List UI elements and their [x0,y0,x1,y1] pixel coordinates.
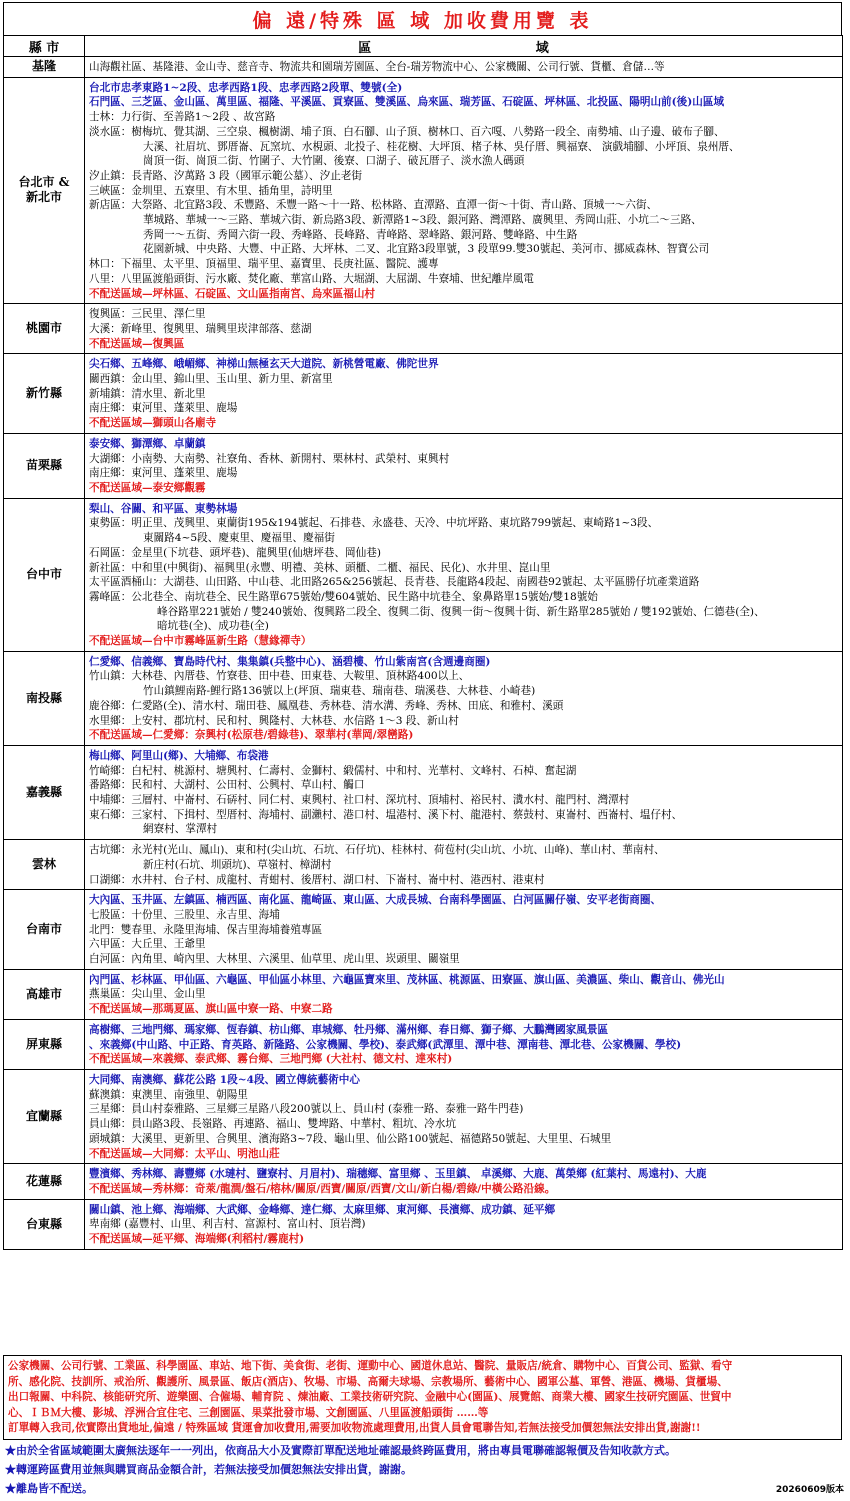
area-line: 三星鄉：員山村泰雅路、三星鄉三星路八段200號以上、員山村 (泰雅一路、泰雅一路牛門巷) [89,1103,524,1116]
no-delivery-line: 不配送區域—大同鄉：太平山、明池山莊 [89,1147,280,1160]
fee-table [3,35,843,1250]
table-row [4,1070,843,1164]
county-cell: 苗栗縣 [4,433,85,498]
area-cell [85,651,843,745]
table-row [4,745,843,839]
area-line: 鹿谷鄉：仁愛路(全)、清水村、瑞田巷、鳳凰巷、秀林巷、清水溝、秀峰、秀林、田底、和雅村、溪頭 [89,699,564,712]
area-line: 竹山鎮：大林巷、內厝巷、竹寮巷、田中巷、田東巷、大鞍里、頂林路400以上、 [89,670,470,683]
special-line: 公家機關、公司行號、工業區、科學園區、車站、地下街、美食街、老街、運動中心、國道休息站、醫院、量販店/統倉、購物中心、百貨公司、監獄、看守 [8,1360,733,1372]
header-county: 縣 市 [4,36,85,57]
county-cell: 南投縣 [4,651,85,745]
area-line: 大溪、社眉坑、鄧厝崙、瓦窯坑、水梘頭、北投子、桂花樹、大坪頂、楮子林、吳仔厝、興福寮、 演戲埔腳、小坪頂、泉州厝、 [143,140,740,153]
county-cell: 基隆 [4,57,85,78]
note-line: ★由於全省區域範圍太廣無法逐年一一列出，依商品大小及實際訂單配送地址確認最終跨區費用，將由專員電聯確認報價及告知收款方式。 [5,1444,676,1457]
county-cell: 台北市 & 新北市 [4,77,85,304]
table-header-row [4,36,843,57]
area-line: 口湖鄉：水井村、台子村、成龍村、青蚶村、後厝村、湖口村、下崙村、崙中村、港西村、港東村 [89,873,545,886]
county-cell: 新竹縣 [4,354,85,434]
area-line: 竹崎鄉：白杞村、桃源村、塘興村、仁壽村、金獅村、緞儒村、中和村、光華村、文峰村、石棹、奮起湖 [89,764,577,777]
table-row [4,77,843,304]
area-line: 大湖鄉：小南勢、大南勢、社寮角、香林、新開村、栗林村、武榮村、東興村 [89,452,450,465]
table-row [4,890,843,970]
table-row [4,1199,843,1249]
area-line: 水里鄉：上安村、郡坑村、民和村、興隆村、大林巷、水信路 1～3 段、新山村 [89,714,459,727]
area-cell [85,57,843,78]
no-delivery-line: 不配送區域—秀林鄉：奇萊/龍澗/盤石/榕林/關原/西寶/關原/西寶/文山/新白楊/碧綠/中橫公路沿線。 [89,1182,556,1195]
area-line: 暗坑巷(全)、成功巷(全) [157,620,269,633]
area-line: 高樹鄉、三地門鄉、瑪家鄉、恆春鎮、枋山鄉、車城鄉、牡丹鄉、滿州鄉、春日鄉、獅子鄉、大鵬灣國家風景區 [89,1023,609,1036]
area-line: 新社區：中和里(中興街)、福興里(永豐、明禮、美林、頭櫃、二櫃、福民、民化)、水井里、崑山里 [89,561,551,574]
special-line: 出口報關、中科院、核能研究所、遊樂園、合僱場、輔育院 、煉油廠、工業技術研究院、金融中心(園區)、展覽館、商業大樓、國家生技研究園區、世貿中 [8,1391,732,1404]
area-cell [85,969,843,1019]
county-cell: 台中市 [4,498,85,651]
note-line: ★轉運跨區費用並無與購買商品金額合計，若無法接受加價恕無法安排出貨，謝謝。 [5,1463,412,1476]
table-row [4,651,843,745]
area-cell [85,840,843,890]
area-line: 網寮村、掌潭村 [143,823,218,836]
area-cell [85,1019,843,1069]
area-line: 花園新城、中央路、大豐、中正路、大坪林、二叉、北宜路3段單號，3 段單99.雙30號起、美河市、挪威森林、智寶公司 [143,243,710,256]
area-cell [85,498,843,651]
area-line: 內門區、杉林區、甲仙區、六龜區、甲仙區小林里、六龜區寶來里、茂林區、桃源區、田寮區、旗山區、美濃區、柴山、觀音山、佛光山 [89,973,725,986]
county-cell: 台東縣 [4,1199,85,1249]
county-cell: 台南市 [4,890,85,970]
area-cell [85,1070,843,1164]
no-delivery-line: 不配送區域—來義鄉、泰武鄉、霧台鄉、三地門鄉 (大社村、德文村、達來村) [89,1053,453,1066]
area-line: 新庄村(石坑、圳頭坑)、草嶺村、樟湖村 [143,858,332,871]
area-line: 白河區：內角里、崎內里、大林里、六溪里、仙草里、虎山里、崁頭里、關嶺里 [89,953,460,966]
area-line: 東石鄉：三家村、下揖村、型厝村、海埔村、副瀨村、港口村、塭港村、溪下村、龍港村、蔡鼓村、東崙村、西崙村、塭仔村、 [89,808,683,821]
area-line: 霧峰區：公北巷全、南坑巷全、民生路單675號始/雙604號始、民生路中坑巷全、象鼻路單15號始/雙18號始 [89,590,598,603]
county-cell: 雲林 [4,840,85,890]
area-line: 豐濱鄉、秀林鄉、壽豐鄉 (水璉村、鹽寮村、月眉村)、瑞穗鄉、富里鄉 、玉里鎮、 卓溪鄉、大鹿、萬榮鄉 (紅葉村、馬遠村)、大鹿 [89,1168,707,1181]
area-line: 蘇澳鎮：東澳里、南強里、朝陽里 [89,1088,248,1101]
area-cell [85,890,843,970]
area-line: 仁愛鄉、信義鄉、寶島時代村、集集鎮(兵整中心)、涵碧樓、竹山紫南宮(含週邊商圈) [89,655,491,668]
area-line: 林口：下福里、太平里、頂福里、瑞平里、嘉寶里、長庚社區、醫院、護專 [89,258,439,271]
no-delivery-line: 不配送區域—台中市霧峰區新生路（慧緣禪寺） [89,635,312,648]
area-line: 士林：力行街、至善路1～2段 、故宮路 [89,111,276,124]
area-line: 台北市忠孝東路1~2段、忠孝西路1段、忠孝西路2段單、雙號(全) [89,81,403,94]
area-cell [85,304,843,354]
special-locations-box [3,1355,842,1440]
area-line: 南庄鄉：東河里、蓬萊里、鹿場 [89,467,238,480]
table-row [4,498,843,651]
area-cell [85,433,843,498]
area-line: 太平區酒桶山：大湖巷、山田路、中山巷、北田路265&256號起、長青巷、長龍路4段起、南國巷92號起、太平區勝仔坑產業道路 [89,576,700,589]
area-line: 頭城鎮：大溪里、更新里、合興里、濱海路3~7段、龜山里、仙公路100號起、福德路50號起、大里里、石城里 [89,1132,612,1145]
special-line: 所、感化院、技訓所、戒治所、觀護所、風景區、飯店(酒店)、牧場、市場、高爾夫球場、宗教場所、藝術中心、國軍公墓、軍營、港區、機場、貨櫃場、 [8,1375,728,1388]
county-cell: 花蓮縣 [4,1164,85,1199]
area-line: 北門：雙春里、永隆里海埔、保吉里海埔養殖專區 [89,923,323,936]
area-line: 新店區：大祭路、北宜路3段、禾豐路、禾豐一路～十一路、松林路、直潭路、直潭一街～十街、青山路、頂城一～六街、 [89,199,658,212]
area-line: 南庄鄉：東河里、蓬萊里、鹿場 [89,402,238,415]
area-line: 關西鎮：金山里、錦山里、玉山里、新力里、新富里 [89,373,333,386]
area-line: 大同鄉、南澳鄉、蘇花公路 1段~4段、國立傳統藝術中心 [89,1074,360,1086]
area-line: 中埔鄉：三層村、中崙村、石硦村、同仁村、東興村、社口村、深坑村、頂埔村、裕民村、瀵水村、龍門村、灣潭村 [89,794,630,807]
area-line: 大溪：新峰里、復興里、瑞興里崁津部落、慈湖 [89,322,312,335]
notes [5,1441,845,1498]
no-delivery-line: 不配送區域—復興區 [89,337,185,350]
area-line: 華城路、華城一～三路、華城六街、新烏路3段、新潭路1~3段、銀河路、灣潭路、廣興里、秀岡山莊、小坑二～三路、 [143,214,702,227]
area-line: 竹山鎮鯉南路-鯉行路136號以上(坪頂、瑞東巷、瑞南巷、瑞溪巷、大林巷、小崎巷) [143,685,536,698]
note-line: ★離島皆不配送。 [5,1482,93,1495]
county-cell: 高雄市 [4,969,85,1019]
special-line: 訂單轉入我司,依實際出貨地址,偏遠 / 特殊區域 貨運會加收費用,需要加收物流處理費用,出貨人員會電聯告知,若無法接受加價恕無法安排出貨,謝謝!! [8,1422,701,1435]
area-line: 石門區、三芝區、金山區、萬里區、福隆、平溪區、貢寮區、雙溪區、烏來區、瑞芳區、石碇區、坪林區、北投區、陽明山前(後)山區域 [89,96,725,109]
table-row [4,304,843,354]
area-line: 東關路4~5段、慶東里、慶福里、慶福街 [143,532,335,545]
area-line: 三峽區：金圳里、五寮里、有木里、插角里，詩明里 [89,184,333,197]
table-row [4,969,843,1019]
area-line: 梅山鄉、阿里山(鄉)、大埔鄉、布袋港 [89,749,269,762]
area-cell [85,77,843,304]
area-line: 卑南鄉 (嘉豐村、山里、利吉村、富源村、富山村、頂岩灣) [89,1218,366,1231]
area-line: 梨山、谷關、和平區、東勢林場 [89,502,238,515]
area-cell [85,1199,843,1249]
area-line: 燕巢區：尖山里、金山里 [89,988,206,1001]
area-line: 關山鎮、池上鄉、海端鄉、大武鄉、金峰鄉、達仁鄉、太麻里鄉、東河鄉、長濱鄉、成功鎮、延平鄉 [89,1203,556,1216]
no-delivery-line: 不配送區域—仁愛鄉：奈興村(松原巷/碧綠巷)、翠華村(華岡/翠巒路) [89,729,414,742]
area-line: 番路鄉：民和村、大湖村、公田村、公興村、草山村、觸口 [89,779,365,792]
no-delivery-line: 不配送區域—那瑪夏區、旗山區中寮一路、中寮二路 [89,1003,333,1016]
title-box [3,2,842,36]
area-line: 崗頂一街、崗頂二街、竹圍子、大竹圍、後寮、口湖子、破瓦厝子、淡水漁人碼頭 [143,155,525,168]
area-cell [85,1164,843,1199]
no-delivery-line: 不配送區域—坪林區、石碇區、文山區指南宮、烏來區福山村 [89,287,376,300]
county-cell: 屏東縣 [4,1019,85,1069]
area-line: 峰谷路單221號始 / 雙240號始、復興路二段全、復興二街、復興一街～復興十街、新生路單285號始 / 雙192號始、仁德巷(全)、 [157,605,765,618]
county-cell: 桃園市 [4,304,85,354]
area-line: 復興區：三民里、澤仁里 [89,308,206,321]
area-line: 東勢區：明正里、茂興里、東蘭街195&194號起、石排巷、永盛巷、天冷、中坑坪路、東坑路799號起、東崎路1~3段、 [89,517,659,530]
area-line: 淡水區：樹梅坑、覺其湖、三空泉、楓樹湖、埔子頂、白石腳、山子頂、樹林口、百六嘎、八勢路一段全、南勢埔、山子邊、破布子腳、 [89,125,725,138]
table-row [4,433,843,498]
table-row [4,840,843,890]
special-line: 心、ＩＢＭ大樓、影城、浮洲合宜住宅、三創園區、果菜批發市場、文創園區、八里區渡船頭街 ……等 [8,1406,489,1419]
table-row [4,1164,843,1199]
area-line: 七股區：十份里、三股里、永吉里、海埔 [89,908,280,921]
no-delivery-line: 不配送區域—泰安鄉觀霧 [89,481,206,494]
table-row [4,1019,843,1069]
version-label: 20260609版本 [775,1485,844,1495]
table-row [4,57,843,78]
area-line: 古坑鄉：永光村(光山、鳳山)、東和村(尖山坑、石坑、石仔坑)、桂林村、荷苞村(尖山坑、小坑、山峰)、華山村、華南村、 [89,844,665,857]
no-delivery-line: 不配送區域—延平鄉、海端鄉(利稻村/霧鹿村) [89,1233,305,1246]
area-line: 汐止鎮：長青路、汐萬路 3 段（國軍示範公墓）、汐止老街 [89,169,363,182]
county-cell: 嘉義縣 [4,745,85,839]
area-line: 大內區、玉井區、左鎮區、楠西區、南化區、龍崎區、東山區、大成長城、台南科學園區、白河區關仔嶺、安平老街商圈、 [89,894,662,907]
area-line: 、來義鄉(中山路、中正路、育英路、新隆路、公家機關、學校)、泰武鄉(武潭里、潭中巷、潭南巷、潭北巷、公家機關、學校) [89,1038,682,1051]
table-row [4,354,843,434]
county-cell: 宜蘭縣 [4,1070,85,1164]
header-area: 區 域 [85,36,843,57]
page-title: 偏 遠/特殊 區 域 加收費用覽 表 [252,9,593,32]
no-delivery-line: 不配送區域—獅頭山各廟寺 [89,417,217,430]
area-line: 八里：八里區渡船頭街、污水廠、焚化廠、華富山路、大堀湖、大屈湖、牛寮埔、世紀離岸風電 [89,272,534,285]
area-line: 尖石鄉、五峰鄉、峨嵋鄉、神梯山無極玄天大道院、新桃營電廠、佛陀世界 [89,358,439,371]
area-cell [85,354,843,434]
area-line: 山海觀社區、基隆港、金山寺、慈音寺、物流共和園瑞芳園區、全台-瑞芳物流中心、公家機關、公司行號、貨櫃、倉儲…等 [89,61,665,73]
area-line: 秀岡一～五街、秀岡六街一段、秀峰路、長峰路、青峰路、翠峰路、銀河路、雙峰路、中生路 [143,228,578,241]
area-line: 新埔鎮：清水里、新北里 [89,387,206,400]
area-line: 石岡區：金星里(下坑巷、頭坪巷)、龍興里(仙塘坪巷、岡仙巷) [89,546,381,559]
area-line: 泰安鄉、獅潭鄉、卓蘭鎮 [89,437,206,450]
area-line: 員山鄉：員山路3段、長嶺路、再連路、福山、雙埤路、中華村、粗坑、冷水坑 [89,1118,456,1131]
area-cell [85,745,843,839]
area-line: 六甲區：大丘里、王爺里 [89,938,206,951]
